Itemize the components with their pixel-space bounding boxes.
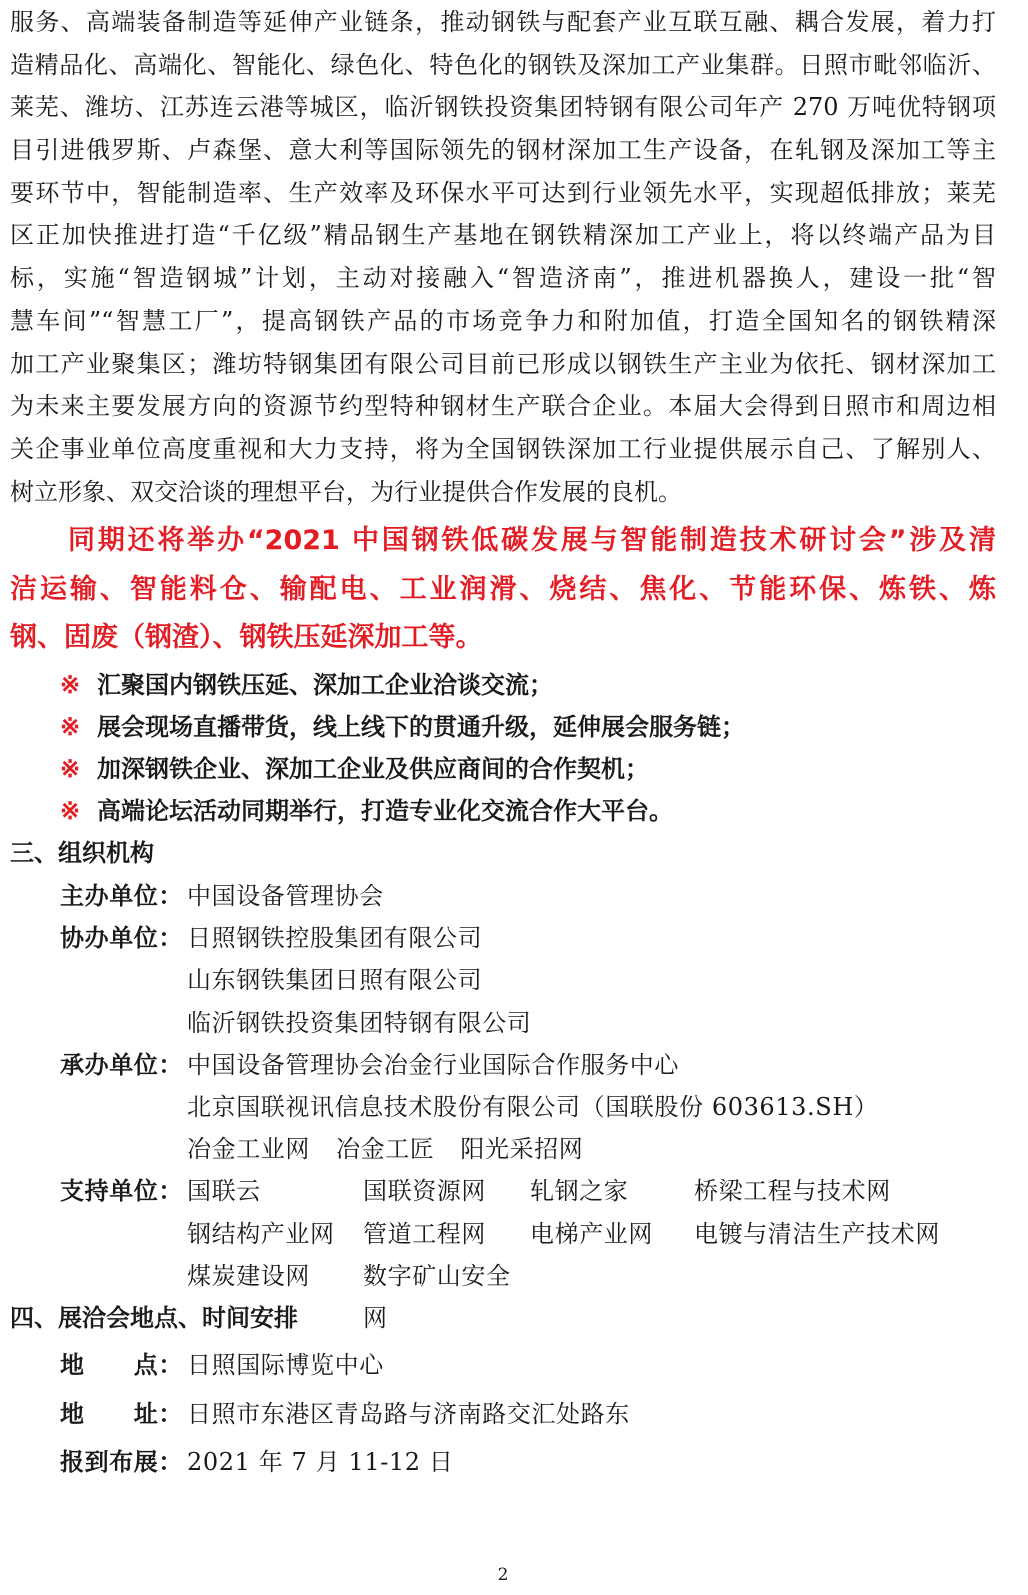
organizer-value: 北京国联视讯信息技术股份有限公司（国联股份 603613.SH） (187, 1092, 879, 1121)
feature-item (60, 706, 990, 748)
supporter-item: 电梯产业网 (530, 1219, 653, 1248)
reference-mark-icon: ※ (60, 796, 81, 825)
host-value: 中国设备管理协会 (187, 882, 384, 910)
setup-date-row (60, 1438, 1000, 1487)
co-organizer-label: 协办单位： (60, 923, 183, 953)
supporter-label: 支持单位： (60, 1176, 183, 1206)
supporter-item: 数字矿山安全网 (363, 1261, 511, 1332)
co-organizer-value: 山东钢铁集团日照有限公司 (187, 966, 483, 995)
feature-item (60, 748, 990, 790)
feature-item (60, 664, 990, 706)
section-title-venue-schedule: 四、展洽会地点、时间安排 (10, 1303, 298, 1332)
reference-mark-icon: ※ (60, 670, 81, 699)
highlight-line: 钢、固废（钢渣）、钢铁压延深加工等。 (10, 622, 483, 653)
intro-line: 加工产业聚集区；潍坊特钢集团有限公司目前已形成以钢铁生产主业为依托、钢材深加工 (10, 349, 996, 378)
reference-mark-icon: ※ (60, 712, 81, 741)
venue-schedule-list (60, 1341, 1000, 1487)
co-organizer-row (60, 917, 1000, 1044)
supporter-item: 煤炭建设网 (187, 1261, 310, 1290)
supporter-item: 国联云 (187, 1177, 261, 1206)
supporter-item: 电镀与清洁生产技术网 (694, 1219, 940, 1248)
supporter-item: 轧钢之家 (530, 1177, 629, 1206)
intro-line: 树立形象、双交洽谈的理想平台，为行业提供合作发展的良机。 (10, 477, 682, 506)
intro-line: 目引进俄罗斯、卢森堡、意大利等国际领先的钢材深加工生产设备，在轧钢及深加工等主 (10, 136, 996, 165)
setup-date-label: 报到布展： (60, 1447, 183, 1476)
feature-text: 展会现场直播带货，线上线下的贯通升级，延伸展会服务链； (97, 712, 745, 741)
supporter-item: 钢结构产业网 (187, 1219, 335, 1248)
intro-line: 为未来主要发展方向的资源节约型特种钢材生产联合企业。本届大会得到日照市和周边相 (10, 392, 996, 421)
intro-line: 慧车间”“智慧工厂”，提高钢铁产品的市场竞争力和附加值，打造全国知名的钢铁精深 (10, 306, 996, 335)
media-item: 冶金工业网 (187, 1135, 310, 1164)
address-value: 日照市东港区青岛路与济南路交汇处路东 (187, 1399, 630, 1428)
supporter-grid (187, 1170, 954, 1332)
organizer-label: 承办单位： (60, 1049, 183, 1079)
setup-date-value: 2021 年 7 月 11-12 日 (187, 1448, 454, 1476)
reference-mark-icon: ※ (60, 754, 81, 783)
venue-row (60, 1341, 1000, 1390)
host-row (60, 875, 1000, 917)
co-organizer-value: 临沂钢铁投资集团特钢有限公司 (187, 1008, 532, 1037)
intro-line: 要环节中，智能制造率、生产效率及环保水平可达到行业领先水平，实现超低排放；莱芜 (10, 178, 996, 207)
highlight-line: 洁运输、智能料仓、输配电、工业润滑、烧结、焦化、节能环保、炼铁、炼 (10, 573, 996, 605)
intro-line: 莱芜、潍坊、江苏连云港等城区，临沂钢铁投资集团特钢有限公司年产 270 万吨优特钢项 (10, 93, 996, 122)
feature-text: 高端论坛活动同期举行，打造专业化交流合作大平台。 (97, 796, 673, 825)
intro-line: 服务、高端装备制造等延伸产业链条，推动钢铁与配套产业互联互融、耦合发展，着力打 (10, 8, 996, 36)
media-item: 冶金工匠 (336, 1135, 435, 1164)
organizer-media-list (187, 1128, 878, 1170)
intro-paragraph (10, 1, 996, 513)
supporter-item: 管道工程网 (363, 1219, 486, 1248)
intro-line: 造精品化、高端化、智能化、绿色化、特色化的钢铁及深加工产业集群。日照市毗邻临沂、 (10, 50, 996, 79)
highlight-line: 同期还将举办“2021 中国钢铁低碳发展与智能制造技术研讨会”涉及清 (68, 525, 996, 556)
feature-item (60, 790, 990, 832)
feature-text: 加深钢铁企业、深加工企业及供应商间的合作契机； (97, 754, 649, 783)
feature-text: 汇聚国内钢铁压延、深加工企业洽谈交流； (97, 670, 553, 699)
venue-value: 日照国际博览中心 (187, 1351, 384, 1379)
intro-line: 标，实施“智造钢城”计划，主动对接融入“智造济南”，推进机器换人，建设一批“智 (10, 264, 996, 293)
seminar-highlight-paragraph (10, 517, 996, 663)
intro-line: 关企事业单位高度重视和大力支持，将为全国钢铁深加工行业提供展示自己、了解别人、 (10, 434, 996, 463)
address-label: 地 址： (60, 1398, 183, 1428)
organizer-row (60, 1044, 1000, 1171)
media-item: 阳光采招网 (460, 1135, 584, 1164)
supporter-item: 国联资源网 (363, 1177, 486, 1206)
organizer-value: 中国设备管理协会冶金行业国际合作服务中心 (187, 1050, 679, 1079)
co-organizer-value: 日照钢铁控股集团有限公司 (187, 924, 483, 953)
host-label: 主办单位： (60, 881, 183, 910)
venue-label: 地 点： (60, 1350, 183, 1379)
supporter-item: 桥梁工程与技术网 (694, 1177, 891, 1206)
intro-line: 区正加快推进打造“千亿级”精品钢生产基地在钢铁精深加工产业上，将以终端产品为目 (10, 221, 996, 250)
page-number: 2 (497, 1565, 509, 1585)
feature-list (60, 664, 990, 832)
section-title-organization: 三、组织机构 (10, 838, 154, 867)
address-row (60, 1390, 1000, 1439)
